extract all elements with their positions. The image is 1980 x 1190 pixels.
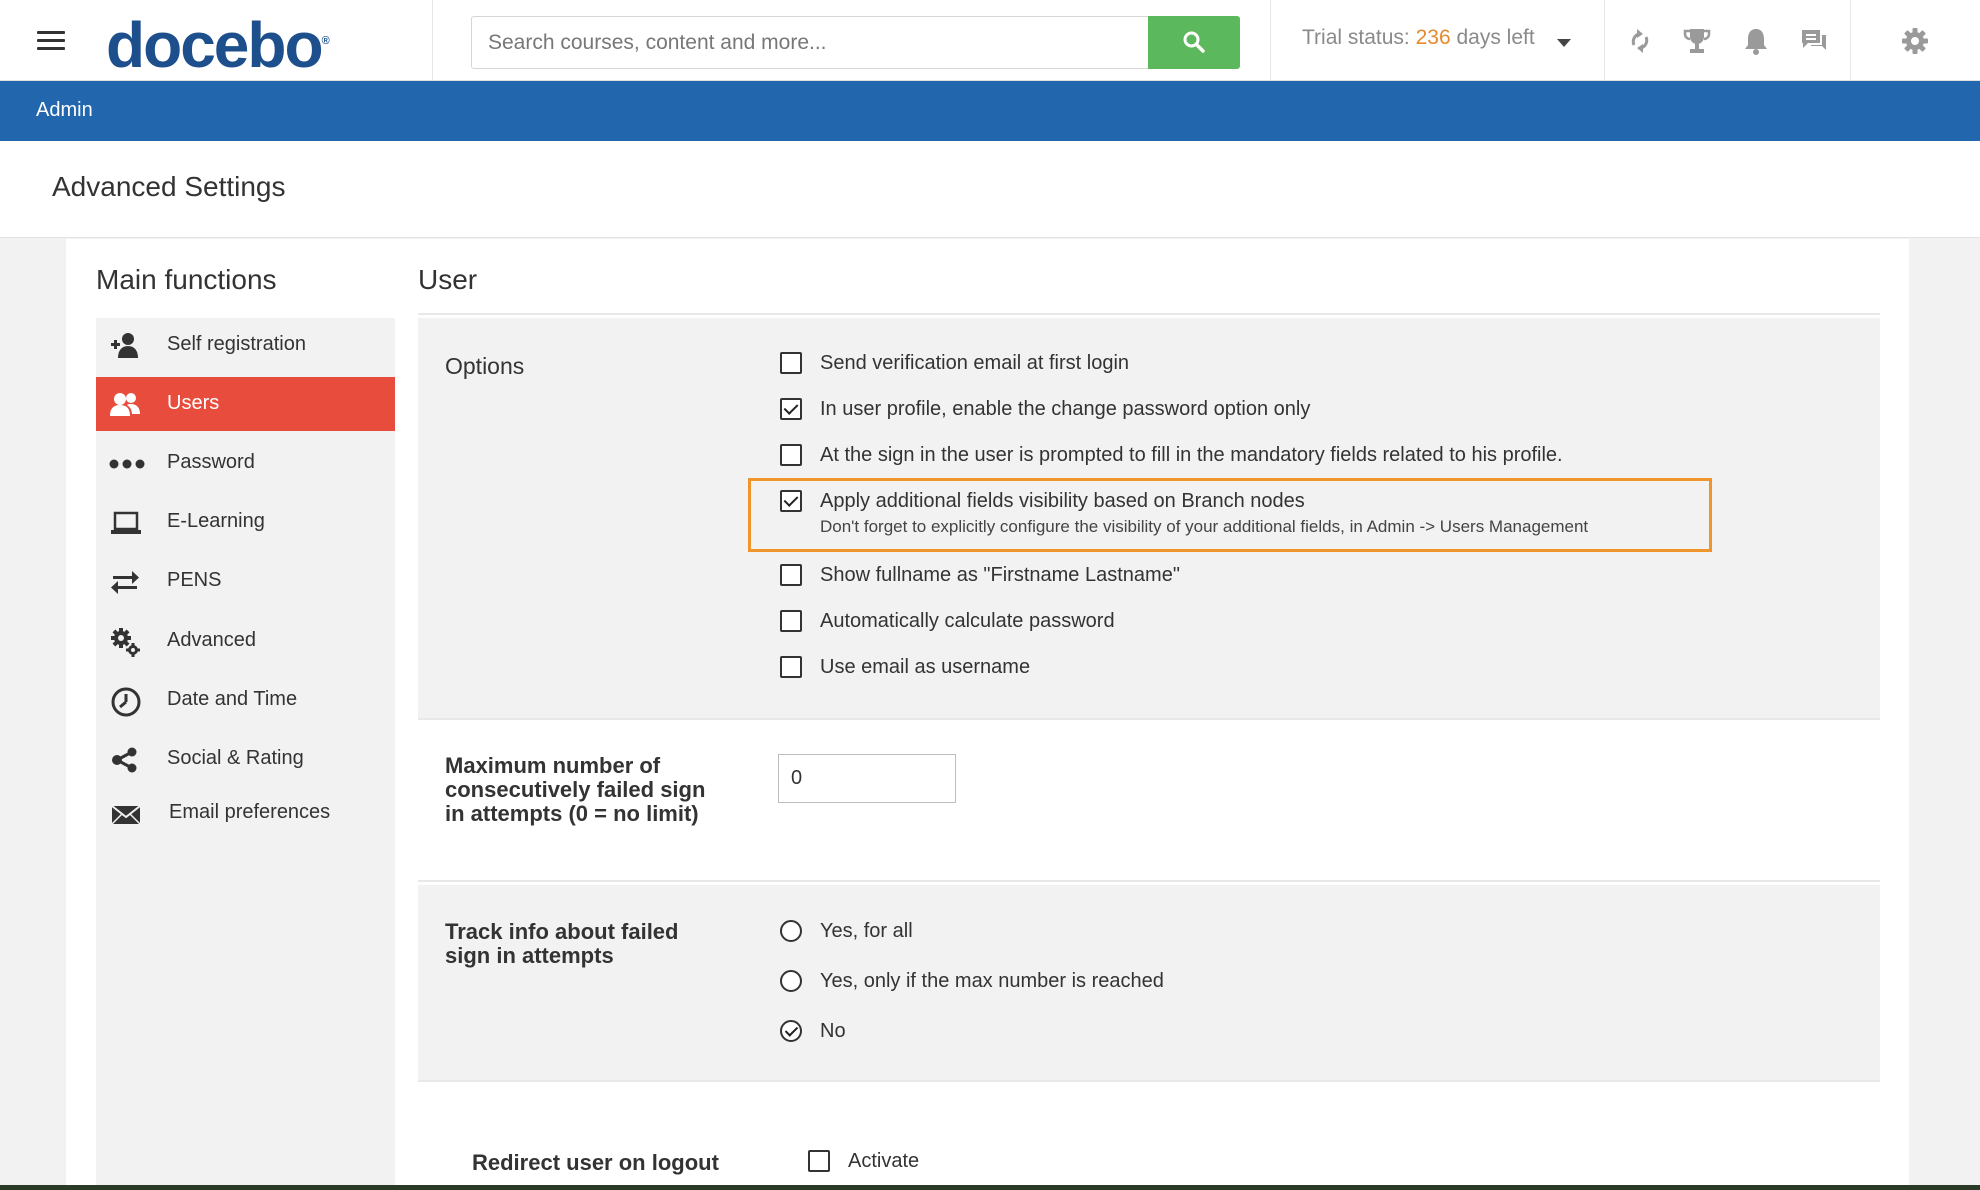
sidebar-item-label: PENS: [167, 569, 222, 591]
radio-label: Yes, only if the max number is reached: [820, 970, 1164, 992]
radio-button[interactable]: [780, 970, 802, 992]
option-note: Don't forget to explicitly configure the visibility of your additional fields, in Admin -> Users Management: [820, 517, 1589, 536]
checkbox[interactable]: [780, 656, 802, 678]
search-icon: [1182, 30, 1206, 54]
share-icon: [110, 745, 140, 775]
breadcrumb-admin[interactable]: Admin: [36, 99, 93, 121]
option-label: Use email as username: [820, 656, 1031, 678]
divider: [418, 313, 1880, 315]
divider: [418, 880, 1880, 882]
redirect-logout-label: Redirect user on logout: [472, 1150, 719, 1175]
window-bottom-edge: [0, 1185, 1980, 1190]
section-heading-user: User: [418, 264, 478, 295]
options-label: Options: [445, 353, 525, 379]
track-info-label: Track info about failed sign in attempts: [445, 919, 679, 968]
chevron-down-icon[interactable]: [1557, 39, 1571, 47]
header-divider: [432, 0, 433, 81]
sidebar-item-pens[interactable]: [96, 554, 395, 608]
radio-button[interactable]: [780, 920, 802, 942]
header-divider: [1604, 0, 1605, 81]
transfer-icon: [110, 567, 140, 597]
sidebar-heading: Main functions: [96, 264, 277, 295]
page-title: Advanced Settings: [52, 171, 286, 202]
envelope-icon: [110, 799, 142, 829]
sidebar-item-label: Date and Time: [167, 688, 298, 710]
page-title-bar: [0, 141, 1980, 238]
logo-registered-mark: ®: [321, 35, 330, 47]
sidebar-item-label: E-Learning: [167, 510, 265, 532]
option-label: Automatically calculate password: [820, 610, 1115, 632]
option-label: Activate: [848, 1150, 920, 1172]
search-button[interactable]: [1148, 16, 1240, 69]
max-attempts-label: Maximum number of consecutively failed sign in attempts (0 = no limit): [445, 753, 706, 826]
divider: [418, 1080, 1880, 1082]
sidebar-item-social-rating[interactable]: [96, 732, 395, 786]
logo[interactable]: [106, 6, 330, 84]
option-label: Apply additional fields visibility based on Branch nodes: [820, 490, 1305, 512]
option-label: At the sign in the user is prompted to fill in the mandatory fields related to his profile.: [820, 444, 1563, 466]
refresh-icon[interactable]: [1625, 26, 1655, 56]
max-attempts-input[interactable]: [778, 754, 956, 803]
admin-bar: [0, 81, 1980, 141]
header-divider: [1270, 0, 1271, 81]
gears-icon: [110, 627, 142, 659]
trial-suffix: days left: [1456, 26, 1535, 49]
option-label: Send verification email at first login: [820, 352, 1130, 374]
sidebar-item-label: Users: [167, 392, 220, 414]
users-icon: [110, 390, 140, 420]
sidebar-item-self-registration[interactable]: [96, 318, 395, 372]
radio-label: No: [820, 1020, 846, 1042]
checkbox[interactable]: [780, 352, 802, 374]
trial-label: Trial status:: [1302, 26, 1410, 49]
radio-label: Yes, for all: [820, 920, 913, 942]
trial-days-count: 236: [1415, 26, 1451, 49]
sidebar-item-email-preferences[interactable]: [96, 786, 395, 840]
sidebar-item-users[interactable]: [96, 377, 395, 431]
divider: [418, 718, 1880, 720]
checkbox[interactable]: [780, 444, 802, 466]
menu-icon[interactable]: [37, 31, 65, 51]
sidebar-item-label: Social & Rating: [167, 747, 304, 769]
option-label: Show fullname as "Firstname Lastname": [820, 564, 1180, 586]
add-user-icon: [110, 331, 140, 361]
sidebar-item-label: Password: [167, 451, 255, 473]
checkbox[interactable]: [808, 1150, 830, 1172]
search-input[interactable]: [471, 16, 1149, 69]
bell-icon[interactable]: [1741, 26, 1771, 56]
radio-button-selected[interactable]: [780, 1020, 802, 1042]
option-label: In user profile, enable the change password option only: [820, 398, 1311, 420]
checkbox[interactable]: [780, 610, 802, 632]
chat-icon[interactable]: [1799, 26, 1829, 56]
dots-icon: [108, 449, 148, 479]
header-divider: [1850, 0, 1851, 81]
top-header: [0, 0, 1980, 81]
sidebar-item-e-learning[interactable]: [96, 495, 395, 549]
checkbox-checked[interactable]: [780, 398, 802, 420]
checkbox[interactable]: [780, 564, 802, 586]
trophy-icon[interactable]: [1682, 26, 1712, 56]
trial-status[interactable]: [1302, 26, 1535, 50]
clock-icon: [110, 686, 142, 718]
sidebar-item-date-and-time[interactable]: [96, 673, 395, 727]
logo-text: docebo: [106, 9, 322, 81]
sidebar-item-label: Email preferences: [169, 801, 331, 823]
sidebar-item-advanced[interactable]: [96, 614, 395, 668]
sidebar-item-password[interactable]: [96, 436, 395, 490]
sidebar-item-label: Advanced: [167, 629, 256, 651]
laptop-icon: [110, 508, 142, 538]
gear-icon[interactable]: [1900, 26, 1930, 56]
sidebar-item-label: Self registration: [167, 333, 306, 355]
checkbox-checked[interactable]: [780, 490, 802, 512]
